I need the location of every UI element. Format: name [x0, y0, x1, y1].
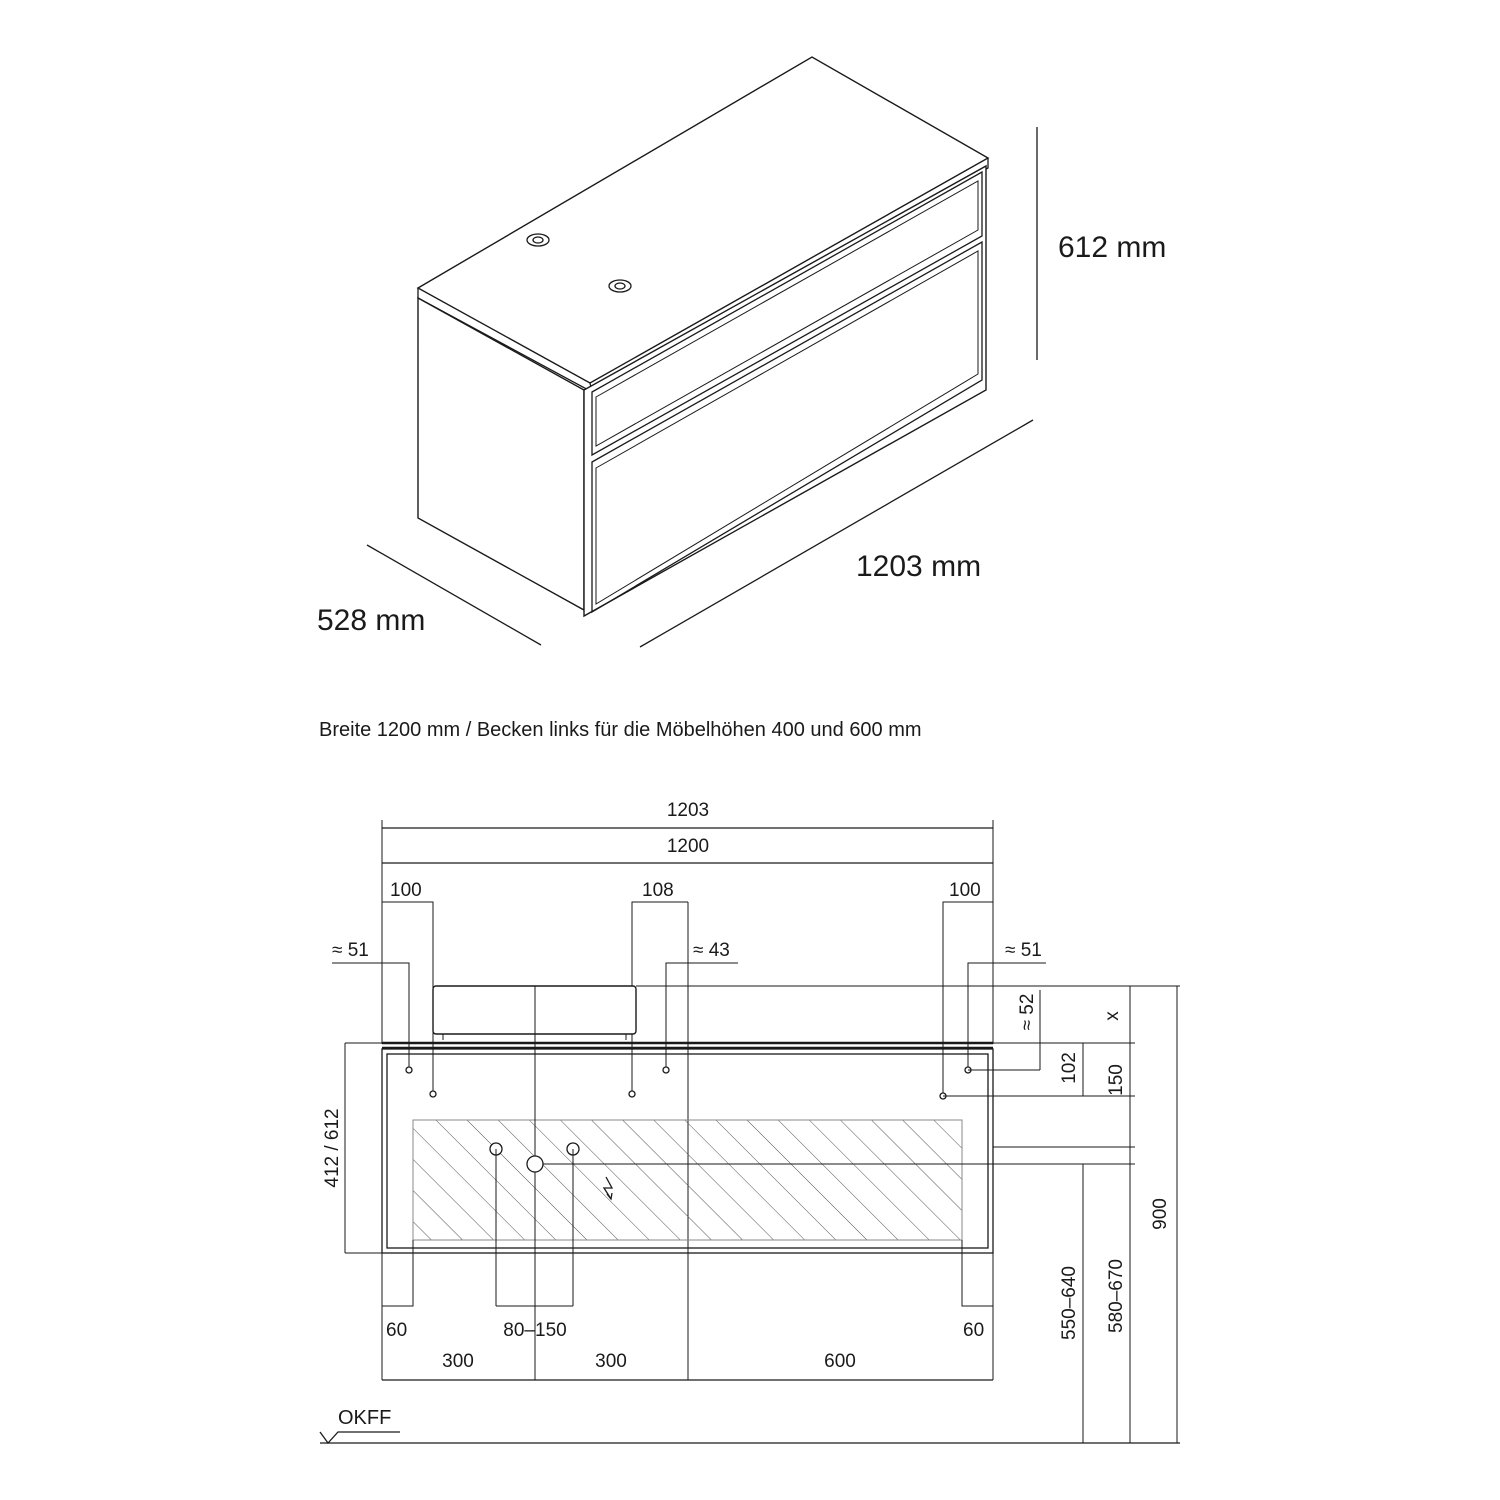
dim-1203: 1203 [666, 800, 710, 821]
dim-600: 600 [824, 1351, 856, 1372]
tap-hole-1-inner [533, 237, 543, 243]
dim-80-150: 80–150 [503, 1320, 567, 1341]
dim-900: 900 [1150, 1198, 1171, 1230]
drawing-caption: Breite 1200 mm / Becken links für die Möbelhöhen 400 und 600 mm [319, 719, 922, 741]
isometric-cabinet [418, 57, 988, 616]
drain-point [527, 1156, 543, 1172]
tap-hole-2-inner [615, 283, 625, 289]
dim-580-670: 580–670 [1106, 1259, 1127, 1333]
fixing-point-2 [430, 1091, 436, 1097]
depth-label: 528 mm [317, 604, 426, 637]
floor-label: OKFF [338, 1407, 392, 1429]
fixing-point-1 [406, 1067, 412, 1073]
dim-60-right: 60 [963, 1320, 985, 1341]
dim-108: 108 [642, 880, 674, 901]
leader-60-left [382, 1240, 413, 1306]
dim-52: ≈ 52 [1017, 993, 1038, 1031]
width-label: 1203 mm [856, 550, 982, 583]
dim-100-right: 100 [949, 880, 981, 901]
installation-zone-hatched [413, 1120, 962, 1240]
dim-300-a: 300 [442, 1351, 474, 1372]
leader-100-left [382, 902, 433, 1094]
dim-x: x [1102, 1011, 1123, 1021]
dim-300-b: 300 [595, 1351, 627, 1372]
dim-100-left: 100 [390, 880, 422, 901]
dim-51-right: ≈ 51 [1005, 940, 1042, 961]
leader-60-right [962, 1240, 993, 1306]
dim-550-640: 550–640 [1059, 1266, 1080, 1340]
dim-412-612: 412 / 612 [322, 1108, 343, 1188]
dim-1200: 1200 [666, 836, 710, 857]
fixing-point-3 [629, 1091, 635, 1097]
dim-60-left: 60 [386, 1320, 408, 1341]
leader-108 [632, 902, 688, 1094]
front-view-drawing [320, 800, 1180, 1443]
dim-102: 102 [1059, 1052, 1080, 1084]
height-label: 612 mm [1058, 231, 1167, 264]
dim-150: 150 [1106, 1064, 1127, 1096]
dim-43: ≈ 43 [693, 940, 730, 961]
floor-marker [320, 1432, 400, 1443]
dim-51-left: ≈ 51 [332, 940, 369, 961]
fixing-point-4 [663, 1067, 669, 1073]
